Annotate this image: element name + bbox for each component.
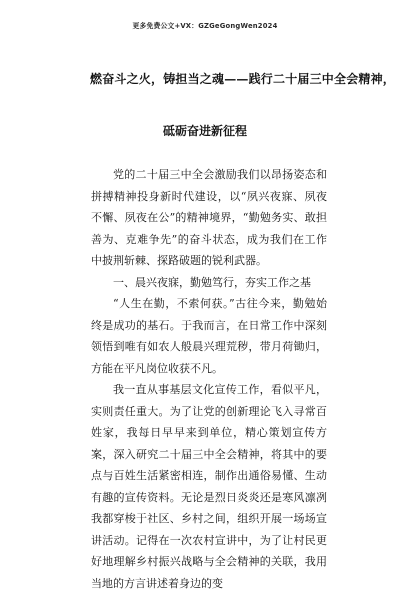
body-paragraph: 党的二十届三中全会激励我们以昂扬姿态和拼搏精神投身新时代建设，以“夙兴夜寐、夙夜不懈、夙夜在公”的精神境界，“勤勉务实、敢担善为、克难争先”的奋斗状态，成为我们在工作中披荆斩棘、探路破题的锐利武器。 <box>91 168 327 267</box>
body-paragraph: “人生在勤，不索何获。”古往今来，勤勉始终是成功的基石。于我而言，在日常工作中深刻领悟到唯有如农人般晨兴理荒秽，带月荷锄归，方能在平凡岗位收获不凡。 <box>91 297 327 375</box>
body-paragraph: 我一直从事基层文化宣传工作，看似平凡，实则责任重大。为了让党的创新理论飞入寻常百姓家，我每日早早来到单位，精心策划宣传方案，深入研究二十届三中全会精神，将其中的要点与百姓生活紧密相连，制作出通俗易懂、生动有趣的宣传资料。无论是烈日炎炎还是寒风凛冽我都穿梭于社区、乡村之间，组织开展一场场宣讲活动。记得在一次农村宣讲中，为了让村民更好地理解乡村振兴战略与全会精神的关联，我用当地的方言讲述着身边的变 <box>91 383 327 590</box>
document-title-line1: 燃奋斗之火，铸担当之魂——践行二十届三中全会精神， <box>90 72 396 86</box>
document-title-line2: 砥砺奋进新征程 <box>162 124 247 138</box>
document-body <box>91 164 327 594</box>
section-heading: 一、晨兴夜寐，勤勉笃行，夯实工作之基 <box>113 275 311 289</box>
header-note: 更多免费公文+VX：GZGeGongWen2024 <box>132 22 278 30</box>
